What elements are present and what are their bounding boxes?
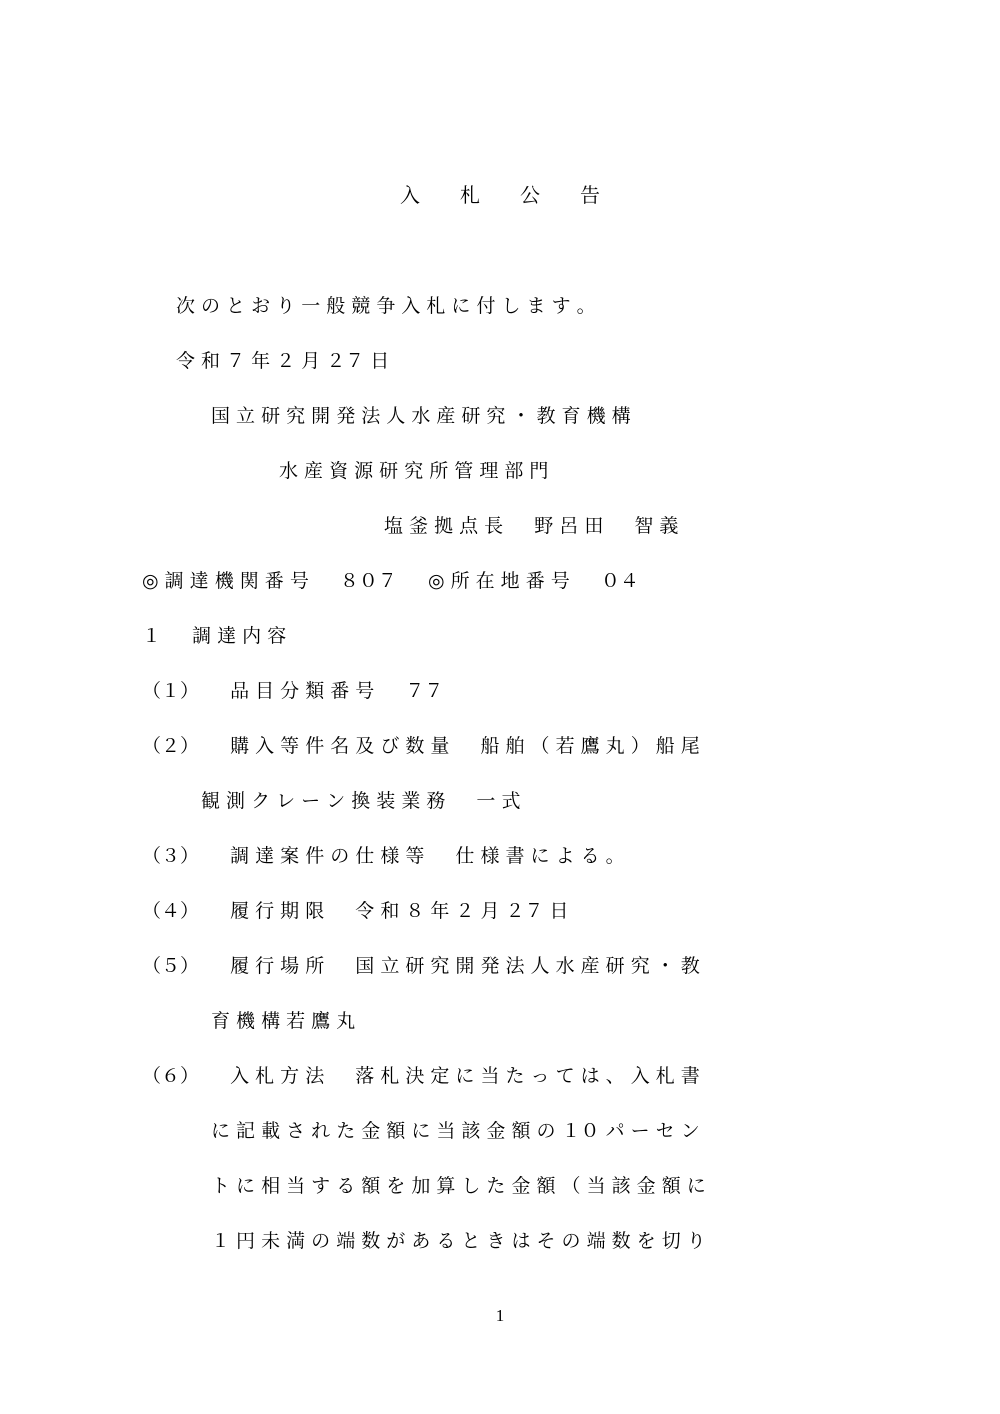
list-item: （３） 調 達 案 件 の 仕 様 等 仕 様 書 に よ る 。 (142, 845, 625, 867)
agency-number-line: ◎ 調 達 機 関 番 号 ８０７ ◎ 所 在 地 番 号 ０４ (142, 570, 639, 592)
section-heading: １ 調 達 内 容 (142, 625, 287, 647)
document-title: 入 札 公 告 (400, 183, 600, 207)
intro-line: 次 の と お り 一 般 競 争 入 札 に 付 し ま す 。 (176, 295, 596, 317)
list-item-continuation: 観 測 ク レ ー ン 換 装 業 務 一 式 (201, 790, 521, 812)
department-line: 水 産 資 源 研 究 所 管 理 部 門 (279, 460, 549, 482)
list-item: （６） 入 札 方 法 落 札 決 定 に 当 た っ て は 、 入 札 書 (142, 1065, 700, 1087)
signatory-line: 塩 釜 拠 点 長 野 呂 田 智 義 (384, 515, 679, 537)
list-item-continuation: に 記 載 さ れ た 金 額 に 当 該 金 額 の １０ パ ー セ ン (211, 1120, 700, 1142)
date-line: 令 和 ７ 年 ２ 月 ２７ 日 (176, 350, 390, 372)
list-item: （１） 品 目 分 類 番 号 ７７ (142, 680, 444, 702)
list-item-continuation: １ 円 未 満 の 端 数 が あ る と き は そ の 端 数 を 切 り (211, 1230, 706, 1252)
list-item-continuation: 育 機 構 若 鷹 丸 (211, 1010, 356, 1032)
list-item: （４） 履 行 期 限 令 和 ８ 年 ２ 月 ２７ 日 (142, 900, 569, 922)
org-name-line: 国 立 研 究 開 発 法 人 水 産 研 究 ・ 教 育 機 構 (211, 405, 631, 427)
list-item: （５） 履 行 場 所 国 立 研 究 開 発 法 人 水 産 研 究 ・ 教 (142, 955, 700, 977)
page-number: 1 (495, 1306, 505, 1325)
list-item: （２） 購 入 等 件 名 及 び 数 量 船 舶 （ 若 鷹 丸 ） 船 尾 (142, 735, 700, 757)
list-item-continuation: ト に 相 当 す る 額 を 加 算 し た 金 額 （ 当 該 金 額 に (211, 1175, 706, 1197)
